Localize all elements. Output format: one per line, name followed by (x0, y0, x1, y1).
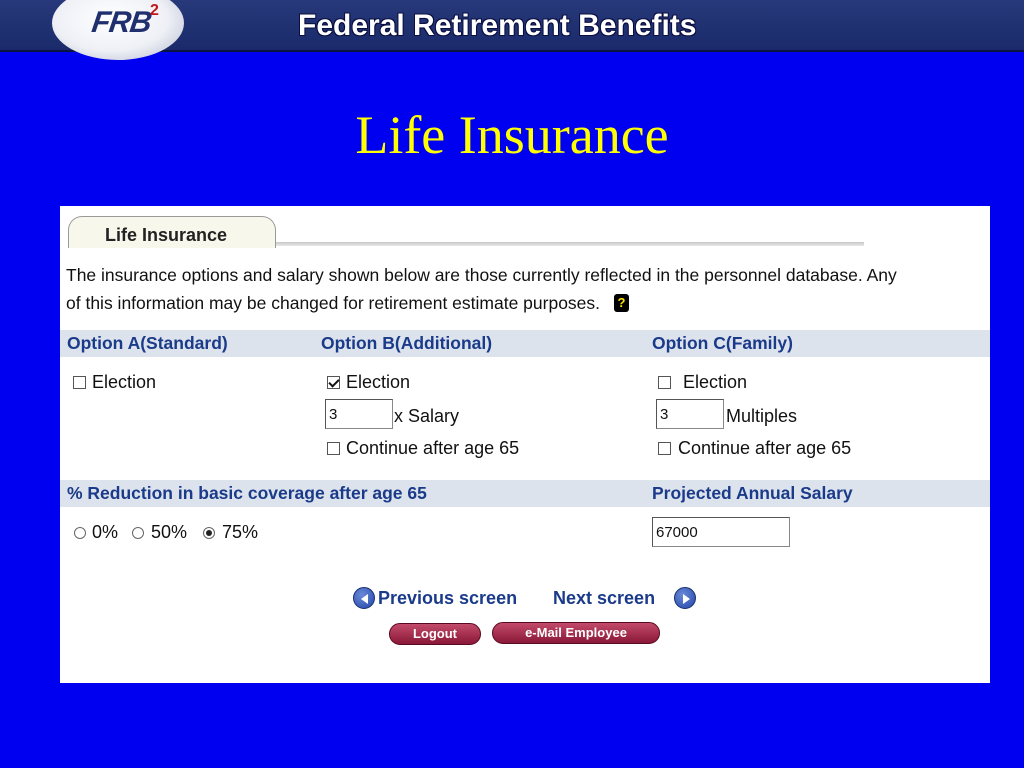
reduction-radio-75[interactable] (203, 527, 215, 539)
reduction-label-75: 75% (222, 522, 259, 542)
option-b-multiplier-suffix: x Salary (394, 406, 460, 426)
reduction-header: % Reduction in basic coverage after age 65 (67, 483, 427, 503)
logo-text: FRB (89, 6, 154, 39)
option-b-continue-label: Continue after age 65 (346, 438, 520, 458)
reduction-label-0: 0% (92, 522, 119, 542)
projected-salary-input[interactable] (652, 517, 790, 547)
options-header-row (60, 330, 990, 357)
option-c-continue-label: Continue after age 65 (678, 438, 852, 458)
tab-divider (276, 242, 864, 246)
option-c-multiples-suffix: Multiples (726, 406, 798, 426)
option-b-election-checkbox[interactable] (327, 376, 340, 389)
option-c-election-checkbox[interactable] (658, 376, 671, 389)
logout-button[interactable]: Logout (389, 623, 481, 645)
option-c-continue-checkbox[interactable] (658, 442, 671, 455)
salary-header: Projected Annual Salary (652, 483, 853, 503)
option-a-election-label: Election (92, 372, 157, 392)
reduction-radio-50[interactable] (132, 527, 144, 539)
logo-superscript: 2 (150, 2, 159, 19)
option-c-multiples-input[interactable] (656, 399, 724, 429)
tab-label: Life Insurance (105, 225, 228, 245)
option-b-multiplier-input[interactable] (325, 399, 393, 429)
intro-line-2: of this information may be changed for retirement estimate purposes. (66, 293, 601, 313)
option-a-election-checkbox[interactable] (73, 376, 86, 389)
help-icon[interactable]: ? (614, 294, 629, 312)
option-b-continue-checkbox[interactable] (327, 442, 340, 455)
option-c-header: Option C(Family) (652, 333, 793, 353)
intro-text (66, 261, 996, 317)
next-arrow-icon[interactable] (674, 587, 696, 609)
header-banner (0, 0, 1024, 52)
option-b-election-label: Election (346, 372, 411, 392)
slide-title: Life Insurance (355, 105, 669, 165)
option-a-header: Option A(Standard) (67, 333, 228, 353)
option-c-election-label: Election (683, 372, 748, 392)
option-b-header: Option B(Additional) (321, 333, 493, 353)
reduction-label-50: 50% (151, 522, 188, 542)
reduction-header-row (60, 480, 990, 507)
reduction-radio-0[interactable] (74, 527, 86, 539)
email-employee-button[interactable]: e-Mail Employee (492, 622, 660, 644)
intro-line-1: The insurance options and salary shown below are those currently reflected in the personnel database. Any (66, 265, 897, 285)
banner-title: Federal Retirement Benefits (298, 9, 697, 42)
next-screen-link[interactable]: Next screen (553, 588, 656, 608)
life-insurance-panel (60, 206, 990, 683)
previous-screen-link[interactable]: Previous screen (378, 588, 518, 608)
previous-arrow-icon[interactable] (353, 587, 375, 609)
